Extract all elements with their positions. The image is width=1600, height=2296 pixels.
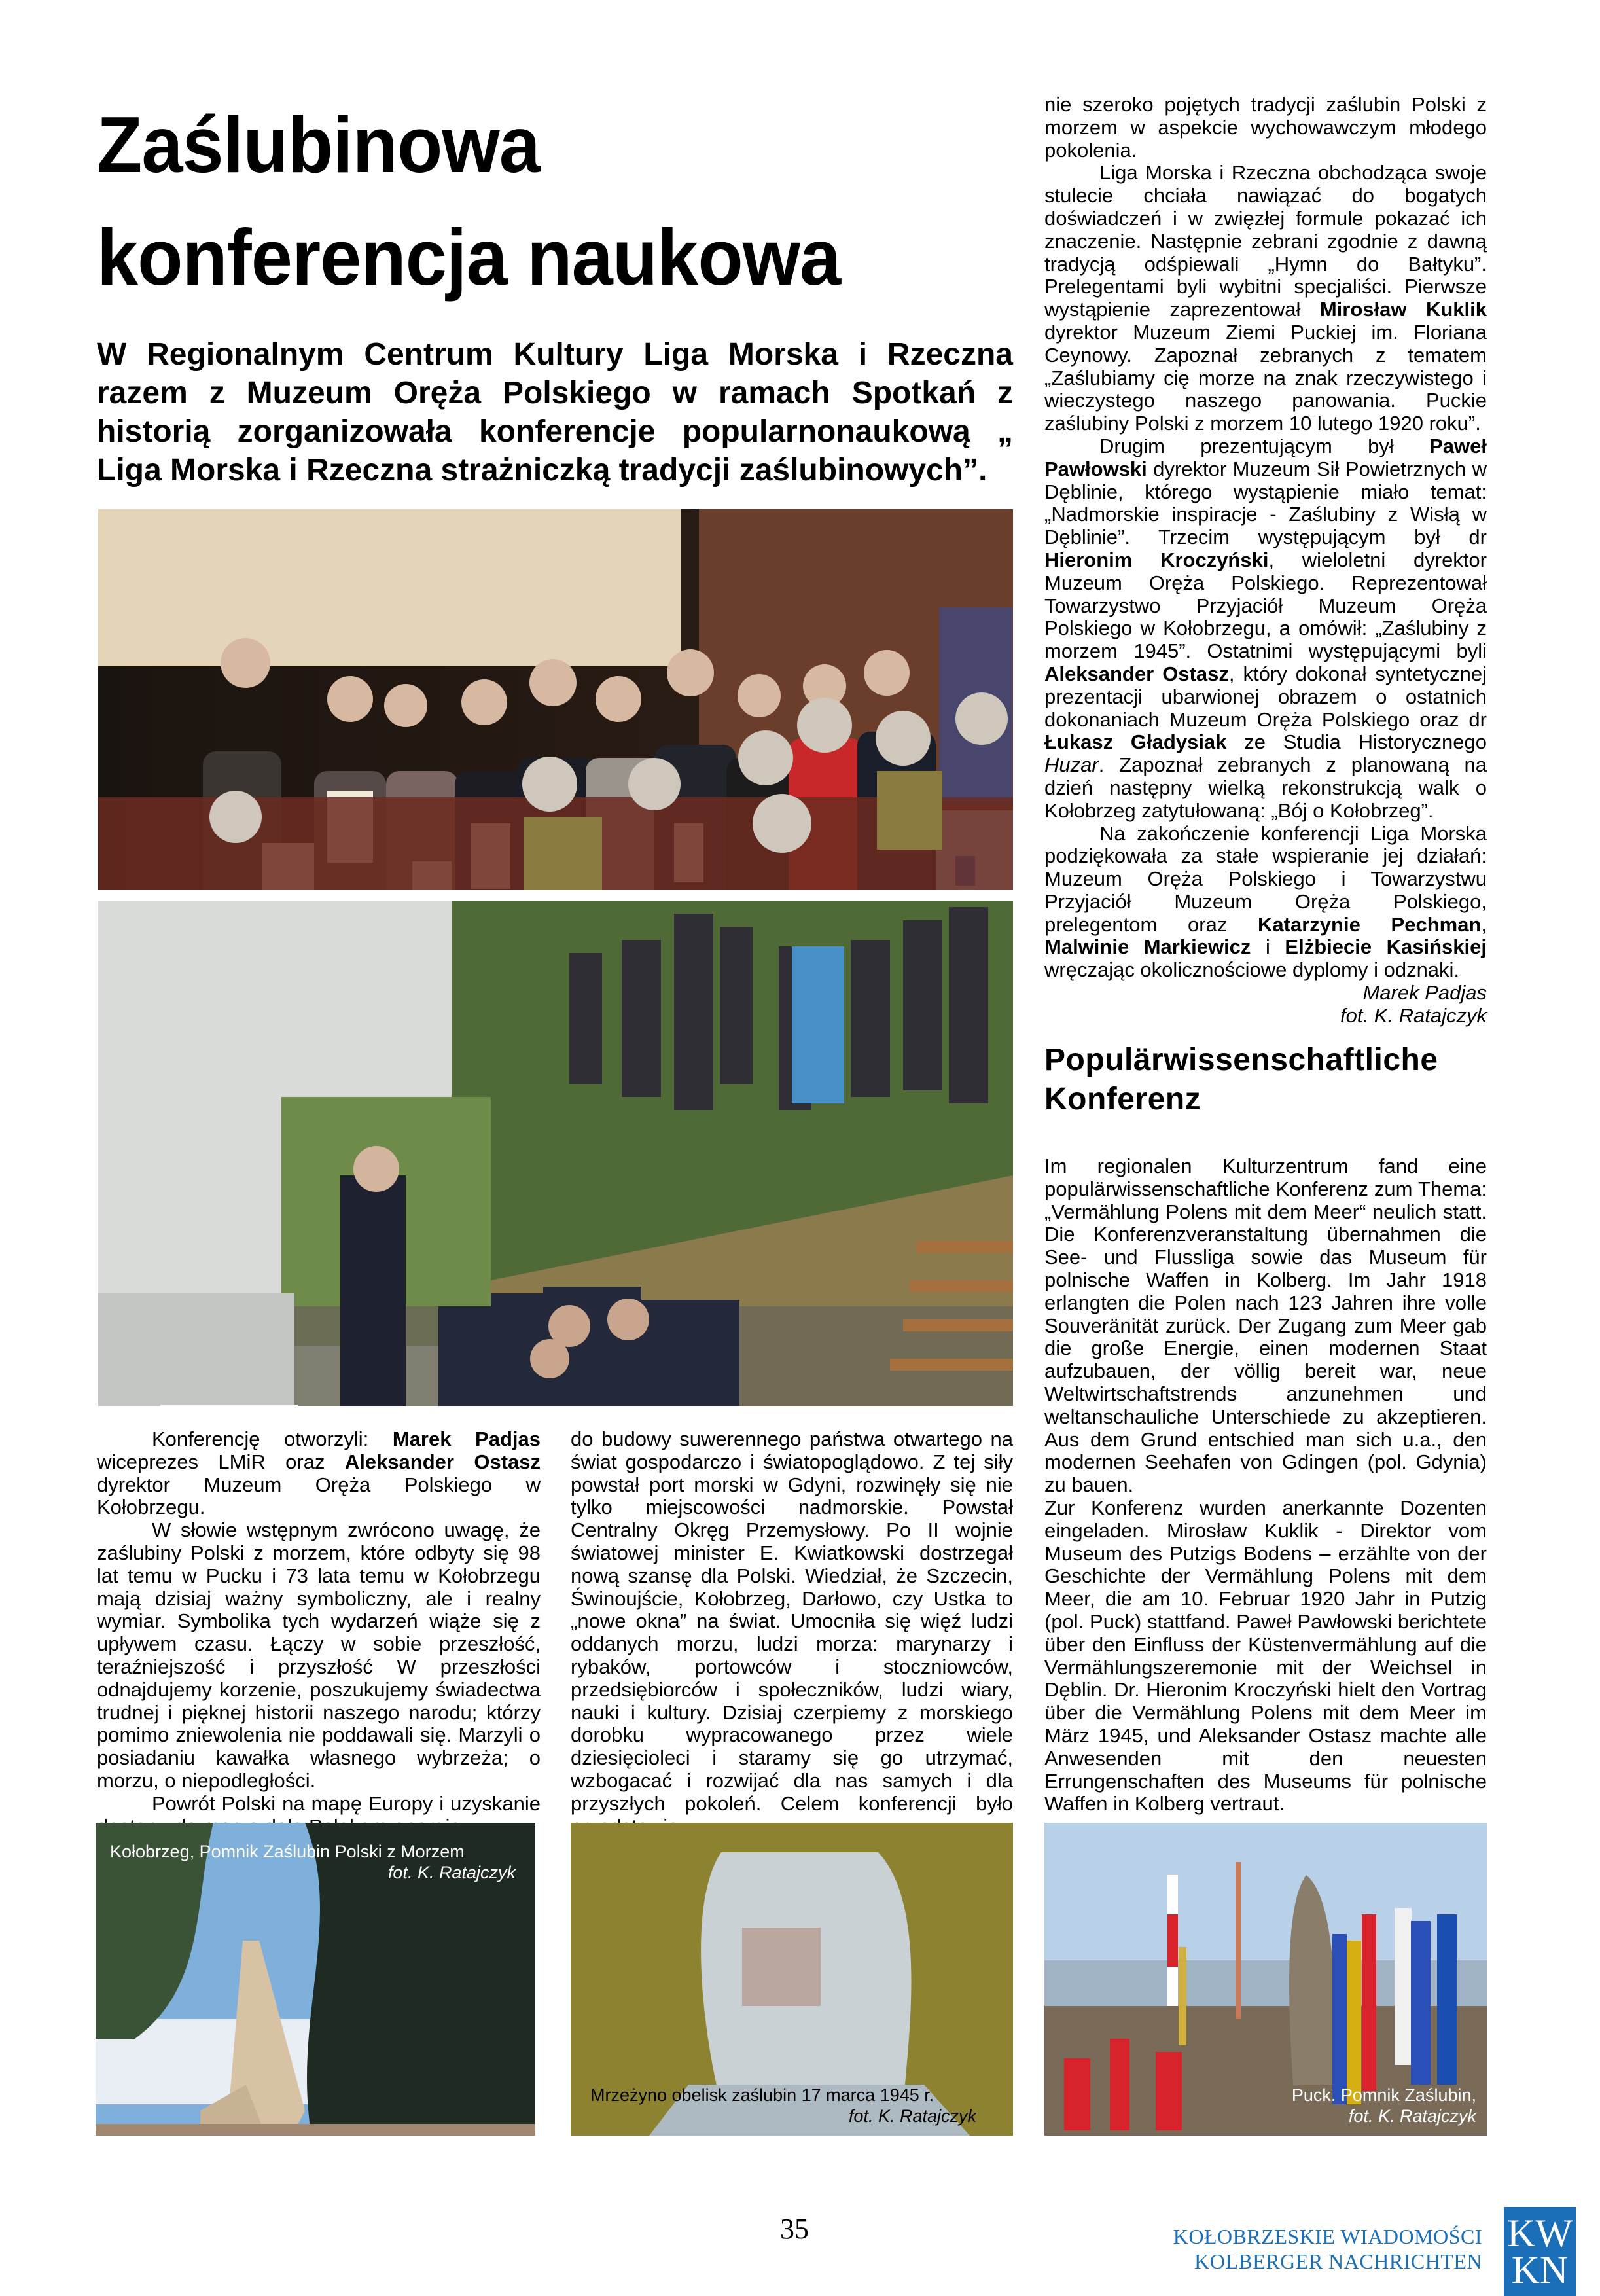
german-paragraph-2: Zur Konferenz wurden anerkannte Dozenten eingeladen. Mirosław Kuklik - Direktor vom Museum des Putzigs Bodens – erzählte von der Geschichte der Vermählung Polens mit dem Meer, die am 10. Februar 1920 Jahr in Putzig (pol. Puck) stattfand. Paweł Pawłowski berichtete über den Einfluss der Küstenvermählung auf die Vermählungszeremonie mit der Weichsel in Dęblin. Dr. Hieronim Kroczyński hielt den Vortrag über die Vermählung Polens mit dem Meer im März 1945, und Aleksander Ostasz machte alle Anwesenden mit den neuesten Errungenschaften des Museums für polnische Waffen in Kolberg vertraut. bbox=[1044, 1496, 1487, 1816]
puck-monument-photo bbox=[1044, 1823, 1487, 2136]
title-line-1: Zaślubinowa bbox=[97, 100, 540, 189]
author-signature: Marek Padjas bbox=[1362, 981, 1487, 1005]
paragraph-intro: W słowie wstępnym zwrócono uwagę, że zaślubiny Polski z morzem, które odbyty się 98 lat temu w Pucku i 73 lata temu w Kołobrzegu mają dzisiaj ważny symboliczny, ale i realny wymiar. Symbolika tych wydarzeń wiąże się z upływem czasu. Łączy w sobie przeszłość, teraźniejszość i przyszłość W przeszłości odnajdujemy korzenie, poszukujemy świadectwa trudnej i pięknej historii naszego narodu; którzy pomimo zniewolenia nie poddawali się. Marzyli o posiadaniu kawałka własnego wybrzeża; o morzu, o niepodległości. bbox=[97, 1518, 541, 1792]
paragraph-speakers-2: Drugim prezentującym był Paweł Pawłowski dyrektor Muzeum Sił Powietrznych w Dęblinie, którego wystąpienie miało temat: „Nadmorskie inspiracje - Zaślubiny z Wisłą w Dęblinie”. Trzecim występującym był dr Hieronim Kroczyński, wieloletni dyrektor Muzeum Oręża Polskiego. Reprezentował Towarzystwo Przyjaciół Muzeum Oręża Polskiego w Kołobrzegu, a omówił: „Zaślubiny z morzem 1945”. Ostatnimi występującymi byli Aleksander Ostasz, który dokonał syntetycznej prezentacji ubarwionej obrazem o ostatnich dokonaniach Muzeum Oręża Polskiego oraz dr Łukasz Gładysiak ze Studia Historycznego Huzar. Zapoznał zebranych z planowaną na dzień następny wielką rekonstrukcją walk o Kołobrzeg zatytułowaną: „Bój o Kołobrzeg”. bbox=[1044, 434, 1487, 822]
mrzezyno-caption: Mrzeżyno obelisk zaślubin 17 marca 1945 r. fot. K. Ratajczyk bbox=[590, 2085, 976, 2126]
article-lead: W Regionalnym Centrum Kultury Liga Morska i Rzeczna razem z Muzeum Oręża Polskiego w ramach Spotkań z historią zorganizowała konferencje popularnonaukową „ Liga Morska i Rzeczna strażniczką tradycji zaślubinowych”. bbox=[97, 337, 1013, 488]
publication-masthead: KOŁOBRZESKIE WIADOMOŚCI KOLBERGER NACHRICHTEN bbox=[1173, 2225, 1482, 2273]
page-number: 35 bbox=[780, 2213, 809, 2245]
title-line-2: konferencja naukowa bbox=[97, 213, 841, 302]
german-paragraph-1: Im regionalen Kulturzentrum fand eine populärwissenschaftliche Konferenz zum Thema: „Vermählung Polens mit dem Meer“ neulich statt. Die Konferenzveranstaltung übernahmen die See- und Flussliga sowie das Museum für polnische Waffen in Kolberg. Im Jahr 1918 erlangten die Polen nach 123 Jahren ihre volle Souveränität zurück. Der Zugang zum Meer gab die große Energie, einen modernen Staat aufzubauen, der völlig bereit war, neue Weltwirtschaftstrends anzunehmen und weltanschauliche Unterschiede zu akzeptieren. Aus dem Grund entschied man sich u.a., den modernen Seehafen von Gdingen (pol. Gdynia) zu bauen. bbox=[1044, 1155, 1487, 1497]
paragraph-continued: do budowy suwerennego państwa otwartego na świat gospodarczo i światopoglądowo. Z tej siły powstał port morski w Gdyni, rozwinęły się nie tylko miejscowości nadmorskie. Powstał Centralny Okręg Przemysłowy. Po II wojnie światowej minister E. Kwiatkowski dostrzegał nową szansę dla Polski. Wiedział, że Szczecin, Świnoujście, Kołobrzeg, Darłowo, czy Ustka to „nowe okna” na świat. Umocniła się więź ludzi oddanych morzu, ludzi morza: marynarzy i rybaków, portowców i stoczniowców, przedsiębiorców i społeczników, ludzi wiary, nauki i kultury. Dzisiaj czerpiemy z morskiego dorobku wypracowanego przez wiele dziesięcioleci i staramy się go utrzymać, wzbogacać i rozwijać dla nas samych i dla przyszłych pokoleń. Celem konferencji było bbox=[571, 1427, 1013, 1815]
river-photo-image bbox=[98, 901, 1013, 1406]
paragraph-aims: nie szeroko pojętych tradycji zaślubin Polski z morzem w aspekcie wychowawczym młodego pokolenia. bbox=[1044, 93, 1487, 162]
puck-caption: Puck. Pomnik Zaślubin, fot. K. Ratajczyk bbox=[1291, 2085, 1476, 2126]
mrzezyno-obelisk-photo bbox=[571, 1823, 1013, 2136]
conference-hall-photo bbox=[98, 509, 1013, 890]
kolobrzeg-monument-photo bbox=[96, 1823, 535, 2136]
german-heading: Populärwissenschaftliche Konferenz bbox=[1044, 1043, 1438, 1117]
paragraph-return: Powrót Polski na mapę Europy i uzyskanie bbox=[152, 1791, 541, 1815]
body-column-1 bbox=[97, 1428, 541, 1838]
conference-photo-image bbox=[98, 509, 1013, 890]
paragraph-opening: Konferencję otworzyli: Marek Padjas wiceprezes LMiR oraz Aleksander Ostasz dyrektor Muzeum Oręża Polskiego w Kołobrzegu. bbox=[97, 1427, 541, 1519]
kolobrzeg-caption: Kołobrzeg, Pomnik Zaślubin Polski z Morzem fot. K. Ratajczyk bbox=[110, 1842, 516, 1882]
body-column-3 bbox=[1044, 94, 1487, 1028]
body-column-2 bbox=[571, 1428, 1013, 1838]
kwkn-logo: KW KN bbox=[1504, 2207, 1576, 2296]
paragraph-thanks: Na zakończenie konferencji Liga Morska podziękowała za stałe wspieranie jej działań: Muzeum Oręża Polskiego i Towarzystwu Przyjaciół Muzeum Oręża Polskiego, prelegentom oraz Katarzynie Pechman, Malwinie Markiewicz i Elżbiecie Kasińskiej wręczając okolicznościowe dyplomy i odznaki. bbox=[1044, 821, 1487, 982]
german-column bbox=[1044, 1155, 1487, 1816]
river-ceremony-photo bbox=[98, 901, 1013, 1406]
paragraph-speakers-1: Liga Morska i Rzeczna obchodząca swoje stulecie chciała nawiązać do bogatych doświadczeń i w zwięzłej formule pokazać ich znaczenie. Następnie zebrani zgodnie z dawną tradycją odśpiewali „Hymn do Bałtyku”. Prelegentami byli wybitni specjaliści. Pierwsze wystąpienie zaprezentował Mirosław Kuklik dyrektor Muzeum Ziemi Puckiej im. Floriana Ceynowy. Zapoznał zebranych z tematem „Zaślubiamy cię morze na znak rzeczywistego i wieczystego naszego panowania. Puckie zaślubiny Polski z morzem 10 lutego 1920 roku”. bbox=[1044, 161, 1487, 435]
article-title bbox=[97, 88, 961, 314]
photo-credit: fot. K. Ratajczyk bbox=[1340, 1003, 1487, 1027]
